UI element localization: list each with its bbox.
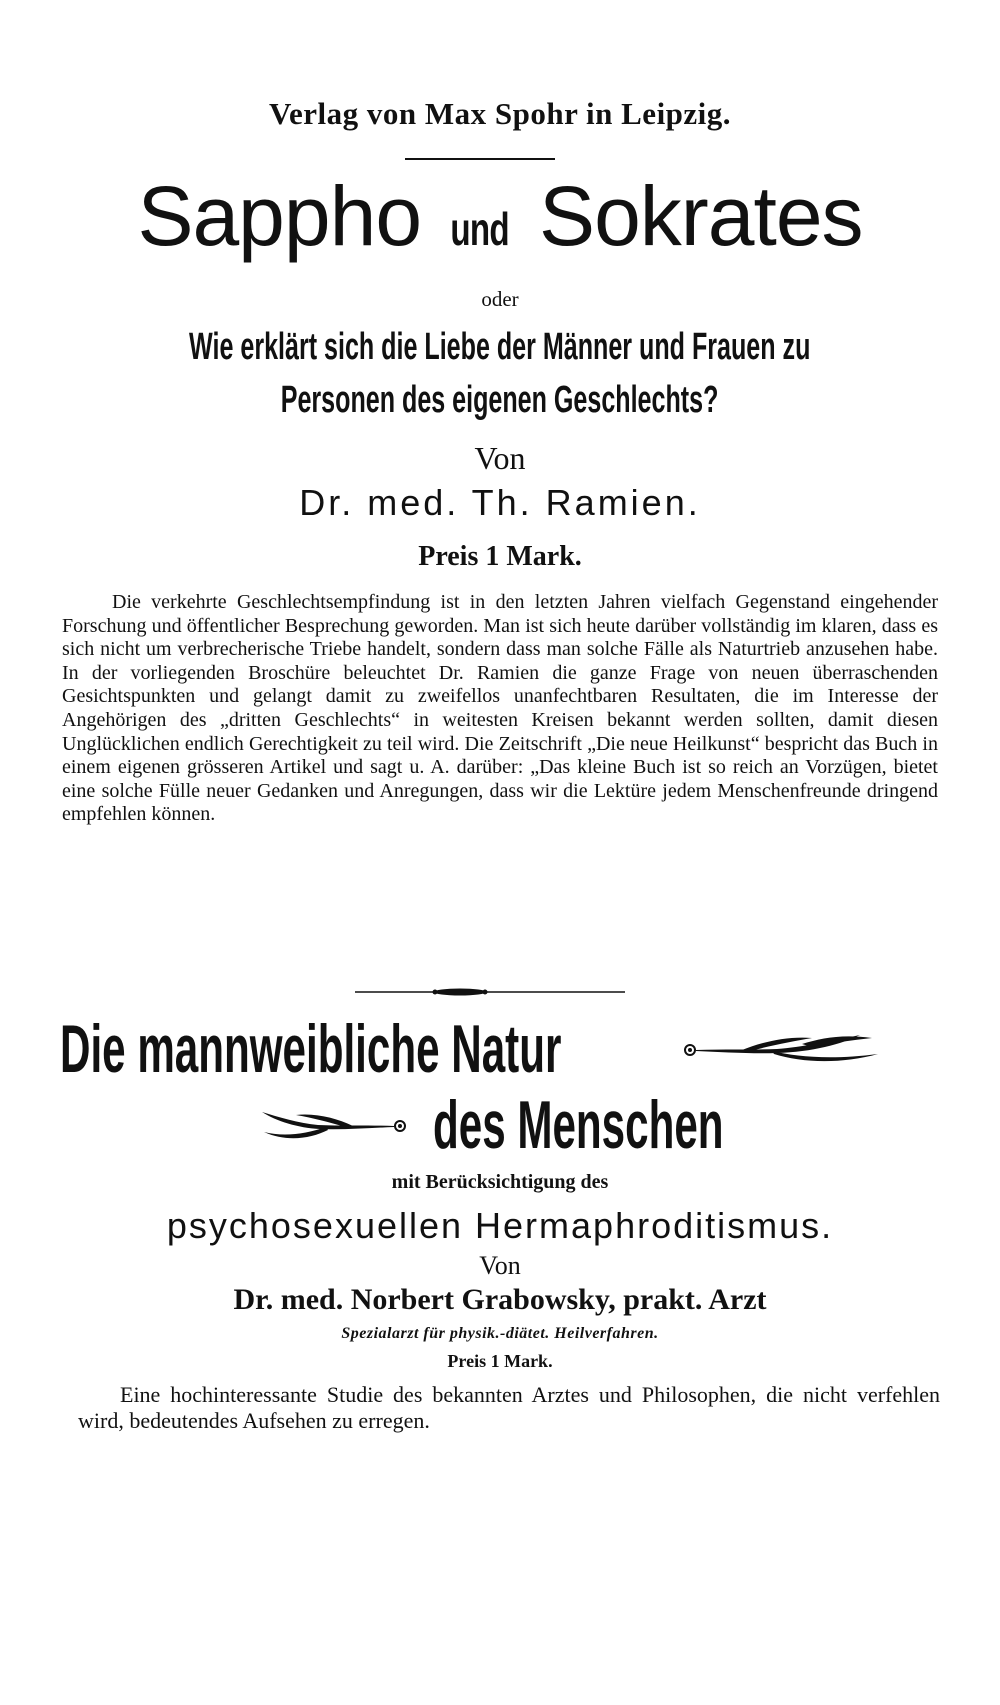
book1-description: Die verkehrte Geschlechtsempfindung ist in den letzten Jahren vielfach Gegenstand eingehender Forschung und öffentlicher Besprechung geworden. Man ist sich heute darüber vollständig im klaren, dass es sich nicht um verbrecherische Triebe handelt, sondern dass man solche Fälle als Naturtrieb anzusehen habe. In der vorliegenden Broschüre beleuchtet Dr. Ramien die ganze Frage von neuen überraschenden Gesichtspunkten und gelangt damit zu zweifellos unanfechtbaren Resultaten, die im Interesse der Angehörigen des „dritten Geschlechts“ in weitesten Kreisen bekannt werden sollten, damit diesen Unglücklichen endlich Gerechtigkeit zu teil wird. Die Zeitschrift „Die neue Heilkunst“ bespricht das Buch in einem eigenen grösseren Artikel und sagt u. A. darüber: „Das kleine Buch ist so reich an Vorzügen, bietet eine solche Fülle neuer Gedanken und Anregungen, dass wir die Lektüre jedem Menschenfreunde dringend empfehlen können.: [62, 591, 938, 826]
book1-title-part2: Sokrates: [539, 169, 863, 263]
book2-author: Dr. med. Norbert Grabowsky, prakt. Arzt: [233, 1283, 767, 1316]
flourish-left-icon: [258, 1104, 408, 1148]
publisher-line: Verlag von Max Spohr in Leipzig.: [268, 96, 732, 131]
book2-mit-line: mit Berücksichtigung des: [391, 1171, 609, 1193]
book1-price: Preis 1 Mark.: [418, 541, 582, 572]
book2-title-line2-text: des Menschen: [433, 1087, 724, 1163]
book1-subtitle-line1: [0, 325, 1000, 369]
book2-subtitle: psychosexuellen Hermaphroditismus.: [166, 1205, 834, 1246]
book1-title-part1: Sappho: [137, 169, 422, 263]
book2-von: Von: [479, 1251, 521, 1280]
book2-title-line2: [433, 1086, 902, 1165]
book1-title-und: und: [450, 203, 510, 255]
book2-title-line1-text: Die mannweibliche Natur: [60, 1011, 562, 1087]
ornamental-rule: [355, 985, 625, 999]
book2-specialty: Spezialarzt für physik.-diätet. Heilverfahren.: [341, 1325, 659, 1342]
book1-subtitle-line2: [0, 378, 1000, 422]
book2-description: Eine hochinteressante Studie des bekannten Arztes und Philosophen, die nicht verfehlen wird, bedeutendes Aufsehen zu erregen.: [78, 1382, 940, 1433]
divider-rule: [405, 158, 555, 160]
book1-subtitle-line2-text: Personen des eigenen Geschlechts?: [281, 379, 719, 421]
book1-von: Von: [474, 440, 526, 476]
flourish-right-icon: [682, 1028, 882, 1072]
book1-title: [0, 168, 1000, 265]
book1-oder: oder: [481, 287, 519, 311]
book1-subtitle-line1-text: Wie erklärt sich die Liebe der Männer und Frauen zu: [189, 326, 811, 368]
book1-author: Dr. med. Th. Ramien.: [299, 482, 701, 523]
book2-price: Preis 1 Mark.: [447, 1351, 553, 1371]
